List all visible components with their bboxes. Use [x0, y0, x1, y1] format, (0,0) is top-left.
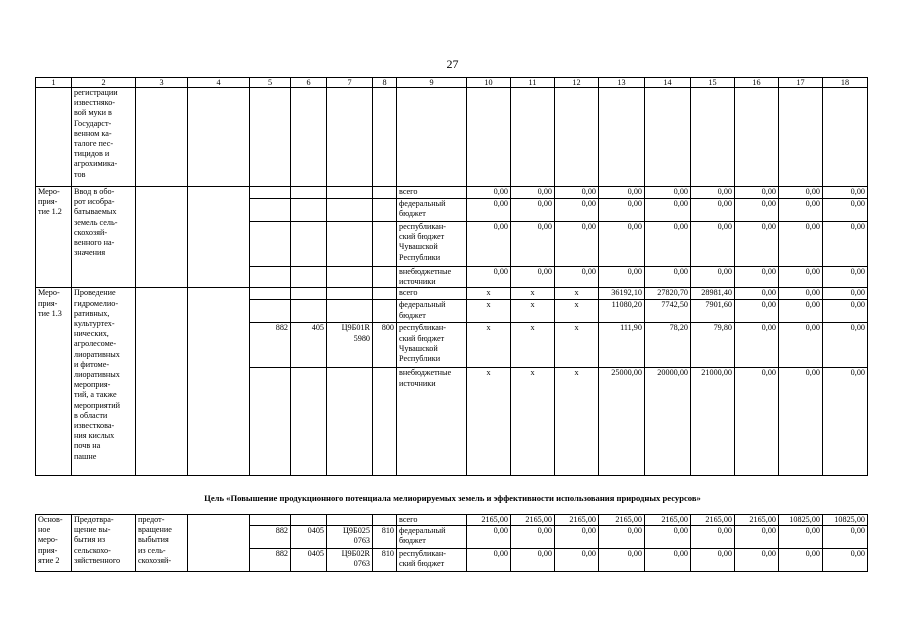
- amount-cell: x: [555, 368, 599, 476]
- amount-cell: x: [511, 368, 555, 476]
- column-number: 11: [511, 78, 555, 88]
- table-cell: [327, 88, 373, 187]
- amount-cell: 0,00: [511, 267, 555, 288]
- table-cell: [136, 288, 188, 476]
- table-cell: 810: [373, 549, 397, 572]
- amount-cell: 0,00: [555, 187, 599, 199]
- table-cell: [188, 187, 250, 288]
- amount-cell: 0,00: [691, 222, 735, 267]
- table-row: [36, 187, 868, 199]
- table-cell: [555, 88, 599, 187]
- amount-cell: 11080,20: [599, 300, 645, 323]
- amount-cell: 111,90: [599, 323, 645, 368]
- table-cell: [327, 368, 373, 476]
- amount-cell: 0,00: [691, 267, 735, 288]
- table-cell: [373, 187, 397, 199]
- amount-cell: 0,00: [779, 199, 823, 222]
- table-cell: 800: [373, 323, 397, 368]
- amount-cell: 0,00: [823, 323, 868, 368]
- amount-cell: 0,00: [511, 199, 555, 222]
- table-cell: 810: [373, 526, 397, 549]
- amount-cell: 0,00: [555, 222, 599, 267]
- measure-name: Проведение гидромелио- ративных, культуртех- нических, агролесоме- лиоративных и фитоме- лиоративных мероприя- тий, а также мероприятий в области известкова- ния кислых почв на пашне: [72, 288, 136, 476]
- amount-cell: 0,00: [599, 222, 645, 267]
- amount-cell: 0,00: [823, 368, 868, 476]
- amount-cell: 7742,50: [645, 300, 691, 323]
- measure-label: Меро- прия- тие 1.2: [36, 187, 72, 288]
- amount-cell: 0,00: [823, 187, 868, 199]
- amount-cell: 36192,10: [599, 288, 645, 300]
- amount-cell: 0,00: [691, 549, 735, 572]
- funding-source: внебюджетные источники: [397, 267, 467, 288]
- amount-cell: 28981,40: [691, 288, 735, 300]
- funding-source: федеральный бюджет: [397, 526, 467, 549]
- amount-cell: 27820,70: [645, 288, 691, 300]
- funding-source: всего: [397, 187, 467, 199]
- table-cell: [645, 88, 691, 187]
- table-cell: [327, 187, 373, 199]
- amount-cell: 0,00: [691, 526, 735, 549]
- amount-cell: 0,00: [779, 187, 823, 199]
- amount-cell: x: [467, 300, 511, 323]
- table-cell: [373, 368, 397, 476]
- table-cell: [691, 88, 735, 187]
- amount-cell: 0,00: [645, 267, 691, 288]
- page-number: 27: [446, 57, 459, 71]
- measure-label: Основ- ное меро- прия- ятие 2: [36, 515, 72, 572]
- amount-cell: 0,00: [779, 526, 823, 549]
- amount-cell: x: [511, 288, 555, 300]
- amount-cell: 0,00: [467, 267, 511, 288]
- table-cell: [327, 267, 373, 288]
- amount-cell: 0,00: [779, 368, 823, 476]
- funding-source: всего: [397, 288, 467, 300]
- table-cell: [373, 199, 397, 222]
- table-cell: [373, 515, 397, 526]
- table-cell: [250, 88, 291, 187]
- amount-cell: 0,00: [555, 267, 599, 288]
- amount-cell: 0,00: [645, 199, 691, 222]
- amount-cell: 0,00: [467, 199, 511, 222]
- amount-cell: 0,00: [823, 267, 868, 288]
- column-number: 5: [250, 78, 291, 88]
- goal-title: Цель «Повышение продукционного потенциала мелиорируемых земель и эффективности использования природных ресурсов»: [204, 493, 701, 503]
- header-row: [36, 78, 868, 88]
- table-cell: [250, 267, 291, 288]
- amount-cell: 0,00: [467, 549, 511, 572]
- amount-cell: 0,00: [779, 549, 823, 572]
- goal-table: [35, 514, 868, 572]
- table-cell: Ц9Б025 0763: [327, 526, 373, 549]
- column-number: 4: [188, 78, 250, 88]
- measure-name: Предотвра- щение вы- бытия из сельскохо- зяйственного: [72, 515, 136, 572]
- table-cell: Ц9Б01R 5980: [327, 323, 373, 368]
- amount-cell: 0,00: [735, 288, 779, 300]
- amount-cell: 0,00: [691, 187, 735, 199]
- table-row: [36, 88, 868, 187]
- table-cell: [291, 368, 327, 476]
- table-cell: [291, 267, 327, 288]
- amount-cell: 0,00: [599, 526, 645, 549]
- amount-cell: 10825,00: [779, 515, 823, 526]
- table-cell: Ц9Б02R 0763: [327, 549, 373, 572]
- amount-cell: 0,00: [735, 549, 779, 572]
- measure-name: регистрации известняко- вой муки в Государст- венном ка- талоге пес- тицидов и агрохимика- тов: [72, 88, 136, 187]
- column-number: 18: [823, 78, 868, 88]
- column-number: 10: [467, 78, 511, 88]
- table-cell: [291, 187, 327, 199]
- amount-cell: 0,00: [735, 187, 779, 199]
- funding-source: республикан- ский бюджет Чувашской Республики: [397, 222, 467, 267]
- amount-cell: 0,00: [735, 199, 779, 222]
- table-cell: [250, 300, 291, 323]
- column-number: 6: [291, 78, 327, 88]
- amount-cell: 0,00: [511, 222, 555, 267]
- table-cell: [188, 288, 250, 476]
- amount-cell: 0,00: [779, 288, 823, 300]
- amount-cell: x: [467, 323, 511, 368]
- amount-cell: 79,80: [691, 323, 735, 368]
- amount-cell: 0,00: [823, 288, 868, 300]
- table-cell: [327, 222, 373, 267]
- amount-cell: x: [555, 288, 599, 300]
- amount-cell: 0,00: [779, 267, 823, 288]
- amount-cell: 0,00: [599, 187, 645, 199]
- table-cell: [373, 288, 397, 300]
- table-cell: [291, 288, 327, 300]
- amount-cell: 0,00: [645, 187, 691, 199]
- amount-cell: 0,00: [779, 300, 823, 323]
- table-cell: [327, 288, 373, 300]
- table-cell: [291, 222, 327, 267]
- funding-source: всего: [397, 515, 467, 526]
- column-number: 14: [645, 78, 691, 88]
- table-cell: [373, 222, 397, 267]
- amount-cell: 7901,60: [691, 300, 735, 323]
- table-cell: [327, 515, 373, 526]
- amount-cell: x: [511, 323, 555, 368]
- amount-cell: x: [511, 300, 555, 323]
- column-number: 7: [327, 78, 373, 88]
- measure-description: предот- вращение выбытия из сель- скохозяй-: [136, 515, 188, 572]
- amount-cell: x: [467, 288, 511, 300]
- amount-cell: x: [555, 300, 599, 323]
- table-cell: [373, 267, 397, 288]
- table-cell: 882: [250, 526, 291, 549]
- column-number: 3: [136, 78, 188, 88]
- table-cell: [36, 88, 72, 187]
- table-cell: 405: [291, 323, 327, 368]
- table-cell: [291, 88, 327, 187]
- column-number: 13: [599, 78, 645, 88]
- table-cell: [599, 88, 645, 187]
- table-cell: 882: [250, 323, 291, 368]
- amount-cell: 0,00: [599, 199, 645, 222]
- amount-cell: 2165,00: [599, 515, 645, 526]
- amount-cell: 0,00: [823, 526, 868, 549]
- amount-cell: 0,00: [823, 222, 868, 267]
- amount-cell: 2165,00: [645, 515, 691, 526]
- table-cell: [373, 88, 397, 187]
- amount-cell: 0,00: [823, 300, 868, 323]
- table-row: [36, 515, 868, 526]
- amount-cell: 0,00: [823, 549, 868, 572]
- amount-cell: 0,00: [511, 526, 555, 549]
- table-cell: [291, 300, 327, 323]
- column-number: 9: [397, 78, 467, 88]
- measure-label: Меро- прия- тие 1.3: [36, 288, 72, 476]
- funding-source: федеральный бюджет: [397, 199, 467, 222]
- table-cell: [291, 199, 327, 222]
- table-cell: [291, 515, 327, 526]
- amount-cell: 0,00: [645, 549, 691, 572]
- amount-cell: 0,00: [511, 549, 555, 572]
- amount-cell: 0,00: [645, 526, 691, 549]
- table-cell: [327, 300, 373, 323]
- amount-cell: 0,00: [467, 526, 511, 549]
- amount-cell: 10825,00: [823, 515, 868, 526]
- amount-cell: 0,00: [467, 187, 511, 199]
- amount-cell: x: [467, 368, 511, 476]
- amount-cell: x: [555, 323, 599, 368]
- table-cell: [250, 515, 291, 526]
- table-cell: [327, 199, 373, 222]
- amount-cell: 2165,00: [691, 515, 735, 526]
- table-cell: [511, 88, 555, 187]
- column-number: 1: [36, 78, 72, 88]
- amount-cell: 0,00: [467, 222, 511, 267]
- table-cell: [250, 199, 291, 222]
- amount-cell: 2165,00: [511, 515, 555, 526]
- amount-cell: 0,00: [823, 199, 868, 222]
- table-cell: [735, 88, 779, 187]
- amount-cell: 2165,00: [467, 515, 511, 526]
- amount-cell: 0,00: [555, 526, 599, 549]
- amount-cell: 0,00: [645, 222, 691, 267]
- column-number: 2: [72, 78, 136, 88]
- amount-cell: 0,00: [779, 323, 823, 368]
- budget-table: [35, 77, 868, 476]
- amount-cell: 0,00: [735, 323, 779, 368]
- column-number: 17: [779, 78, 823, 88]
- table-cell: [136, 88, 188, 187]
- amount-cell: 0,00: [735, 368, 779, 476]
- amount-cell: 0,00: [555, 549, 599, 572]
- table-cell: [250, 222, 291, 267]
- amount-cell: 0,00: [735, 300, 779, 323]
- amount-cell: 0,00: [779, 222, 823, 267]
- column-number: 16: [735, 78, 779, 88]
- table-row: [36, 288, 868, 300]
- column-number: 8: [373, 78, 397, 88]
- table-cell: [397, 88, 467, 187]
- column-number: 12: [555, 78, 599, 88]
- amount-cell: 0,00: [735, 222, 779, 267]
- table-cell: [779, 88, 823, 187]
- amount-cell: 0,00: [555, 199, 599, 222]
- table-cell: [467, 88, 511, 187]
- amount-cell: 2165,00: [735, 515, 779, 526]
- amount-cell: 78,20: [645, 323, 691, 368]
- table-cell: [250, 288, 291, 300]
- table-cell: 0405: [291, 549, 327, 572]
- column-number: 15: [691, 78, 735, 88]
- funding-source: республикан- ский бюджет Чувашской Республики: [397, 323, 467, 368]
- table-cell: [373, 300, 397, 323]
- table-cell: [250, 368, 291, 476]
- amount-cell: 20000,00: [645, 368, 691, 476]
- amount-cell: 2165,00: [555, 515, 599, 526]
- amount-cell: 0,00: [691, 199, 735, 222]
- table-cell: [188, 88, 250, 187]
- amount-cell: 0,00: [735, 267, 779, 288]
- table-cell: [823, 88, 868, 187]
- amount-cell: 0,00: [735, 526, 779, 549]
- amount-cell: 0,00: [599, 267, 645, 288]
- table-cell: [188, 515, 250, 572]
- table-cell: 0405: [291, 526, 327, 549]
- funding-source: федеральный бюджет: [397, 300, 467, 323]
- table-cell: [136, 187, 188, 288]
- amount-cell: 0,00: [511, 187, 555, 199]
- table-cell: 882: [250, 549, 291, 572]
- table-cell: [250, 187, 291, 199]
- measure-name: Ввод в обо- рот исобра- батываемых земель сель- скохозяй- венного на- значения: [72, 187, 136, 288]
- amount-cell: 25000,00: [599, 368, 645, 476]
- amount-cell: 21000,00: [691, 368, 735, 476]
- funding-source: внебюджетные источники: [397, 368, 467, 476]
- amount-cell: 0,00: [599, 549, 645, 572]
- funding-source: республикан- ский бюджет: [397, 549, 467, 572]
